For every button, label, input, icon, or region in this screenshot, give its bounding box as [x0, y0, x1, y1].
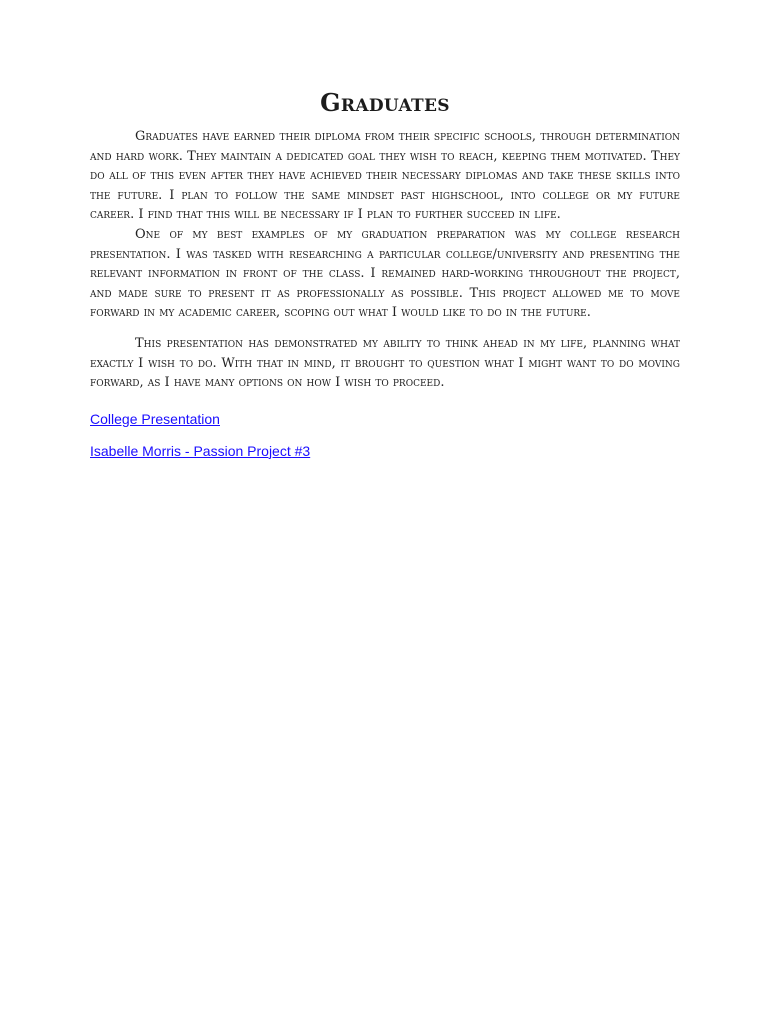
college-presentation-link[interactable]: College Presentation [90, 410, 220, 427]
passion-project-link[interactable]: Isabelle Morris - Passion Project #3 [90, 442, 311, 459]
paragraph-3: This presentation has demonstrated my ability to think ahead in my life, planning what exactly I wish to do. With that in mind, it brought to question what I might want to do moving forward, as I have many options on how I wish to proceed. [90, 335, 680, 391]
links-section [90, 410, 680, 460]
document-title: Graduates [320, 88, 450, 117]
paragraph-1: Graduates have earned their diploma from their specific schools, through determination and hard work. They maintain a dedicated goal they wish to reach, keeping them motivated. They do all of this even after they have achieved their necessary diplomas and take these skills into the future. I plan to follow the same mindset past highschool, into college or my future career. I find that this will be necessary if I plan to further succeed in life. [90, 129, 680, 223]
paragraph-2: One of my best examples of my graduation preparation was my college research presentation. I was tasked with researching a particular college/university and presenting the relevant information in front of the class. I remained hard-working throughout the project, and made sure to present it as professionally as possible. This project allowed me to move forward in my academic career, scoping out what I would like to do in the future. [90, 226, 680, 321]
document-page [90, 88, 680, 474]
